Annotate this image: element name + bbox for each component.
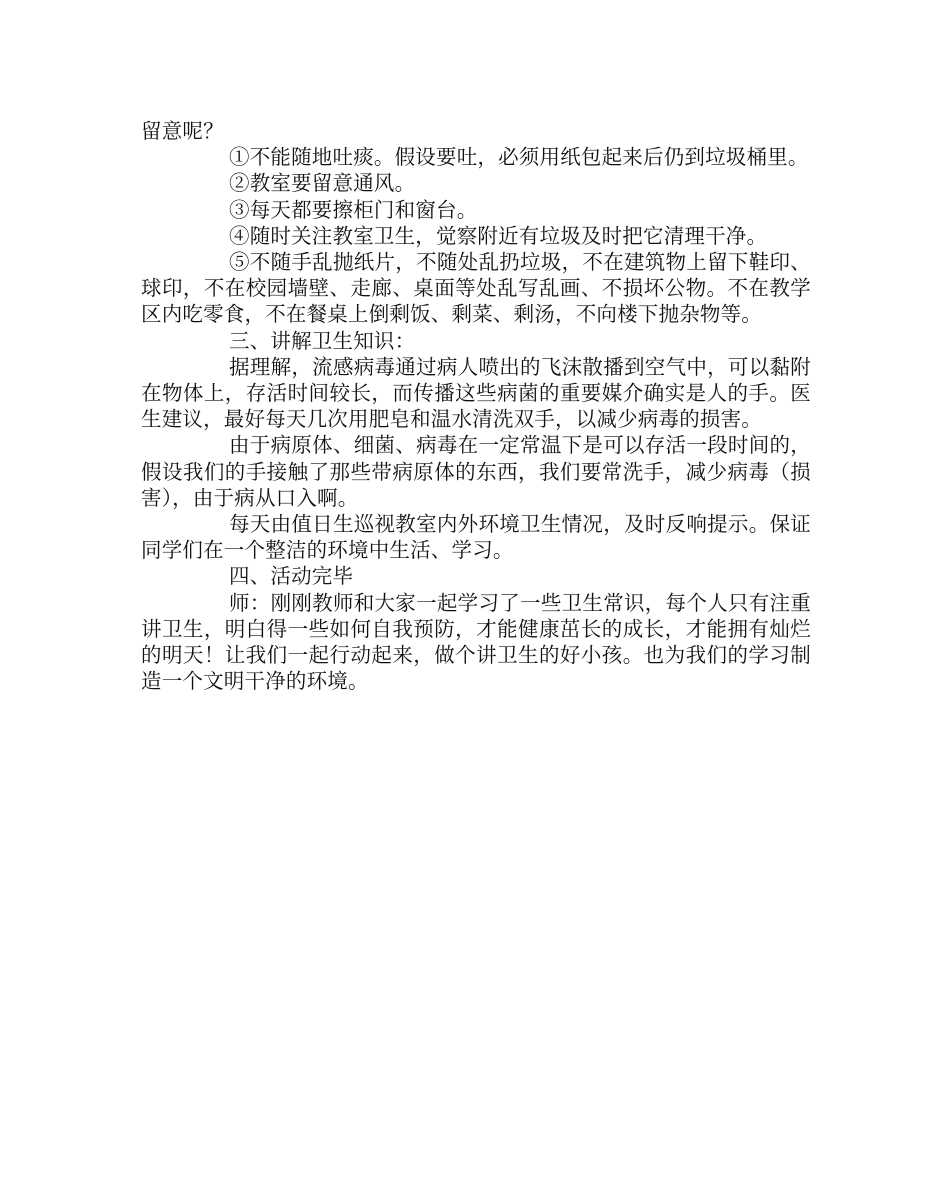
list-item-classroom-hygiene: ④随时关注教室卫生，觉察附近有垃圾及时把它清理干净。: [229, 223, 768, 248]
document-body: [141, 118, 811, 694]
paragraph-flu-virus: 据理解，流感病毒通过病人喷出的飞沫散播到空气中，可以黏附在物体上，存活时间较长，而传播这些病菌的重要媒介确实是人的手。医生建议，最好每天几次用肥皂和温水清洗双手，以减少病毒的损害。: [141, 354, 811, 432]
paragraph-duty-student: 每天由值日生巡视教室内外环境卫生情况，及时反响提示。保证同学们在一个整洁的环境中生活、学习。: [141, 512, 811, 563]
paragraph-teacher-closing: 师：刚刚教师和大家一起学习了一些卫生常识，每个人只有注重讲卫生，明白得一些如何自我预防，才能健康茁长的成长，才能拥有灿烂的明天！让我们一起行动起来，做个讲卫生的好小孩。也为我们的学习制造一个文明干净的环境。: [141, 590, 811, 694]
list-item-no-littering: ⑤不随手乱抛纸片，不随处乱扔垃圾，不在建筑物上留下鞋印、球印，不在校园墙壁、走廊、桌面等处乱写乱画、不损坏公物。不在教学区内吃零食，不在餐桌上倒剩饭、剩菜、剩汤，不向楼下抛杂物等。: [141, 250, 811, 327]
list-item-no-spitting: ①不能随地吐痰。假设要吐，必须用纸包起来后仍到垃圾桶里。: [229, 145, 809, 170]
paragraph-continuation: 留意呢？: [141, 119, 224, 143]
section-heading-hygiene-knowledge: 三、讲解卫生知识：: [229, 328, 416, 353]
section-heading-activity-end: 四、活动完毕: [229, 564, 354, 589]
paragraph-pathogens: 由于病原体、细菌、病毒在一定常温下是可以存活一段时间的，假设我们的手接触了那些带病原体的东西，我们要常洗手，减少病毒（损害），由于病从口入啊。: [141, 433, 811, 510]
list-item-wipe-cabinets: ③每天都要擦柜门和窗台。: [229, 197, 478, 222]
list-item-ventilation: ②教室要留意通风。: [229, 171, 416, 196]
